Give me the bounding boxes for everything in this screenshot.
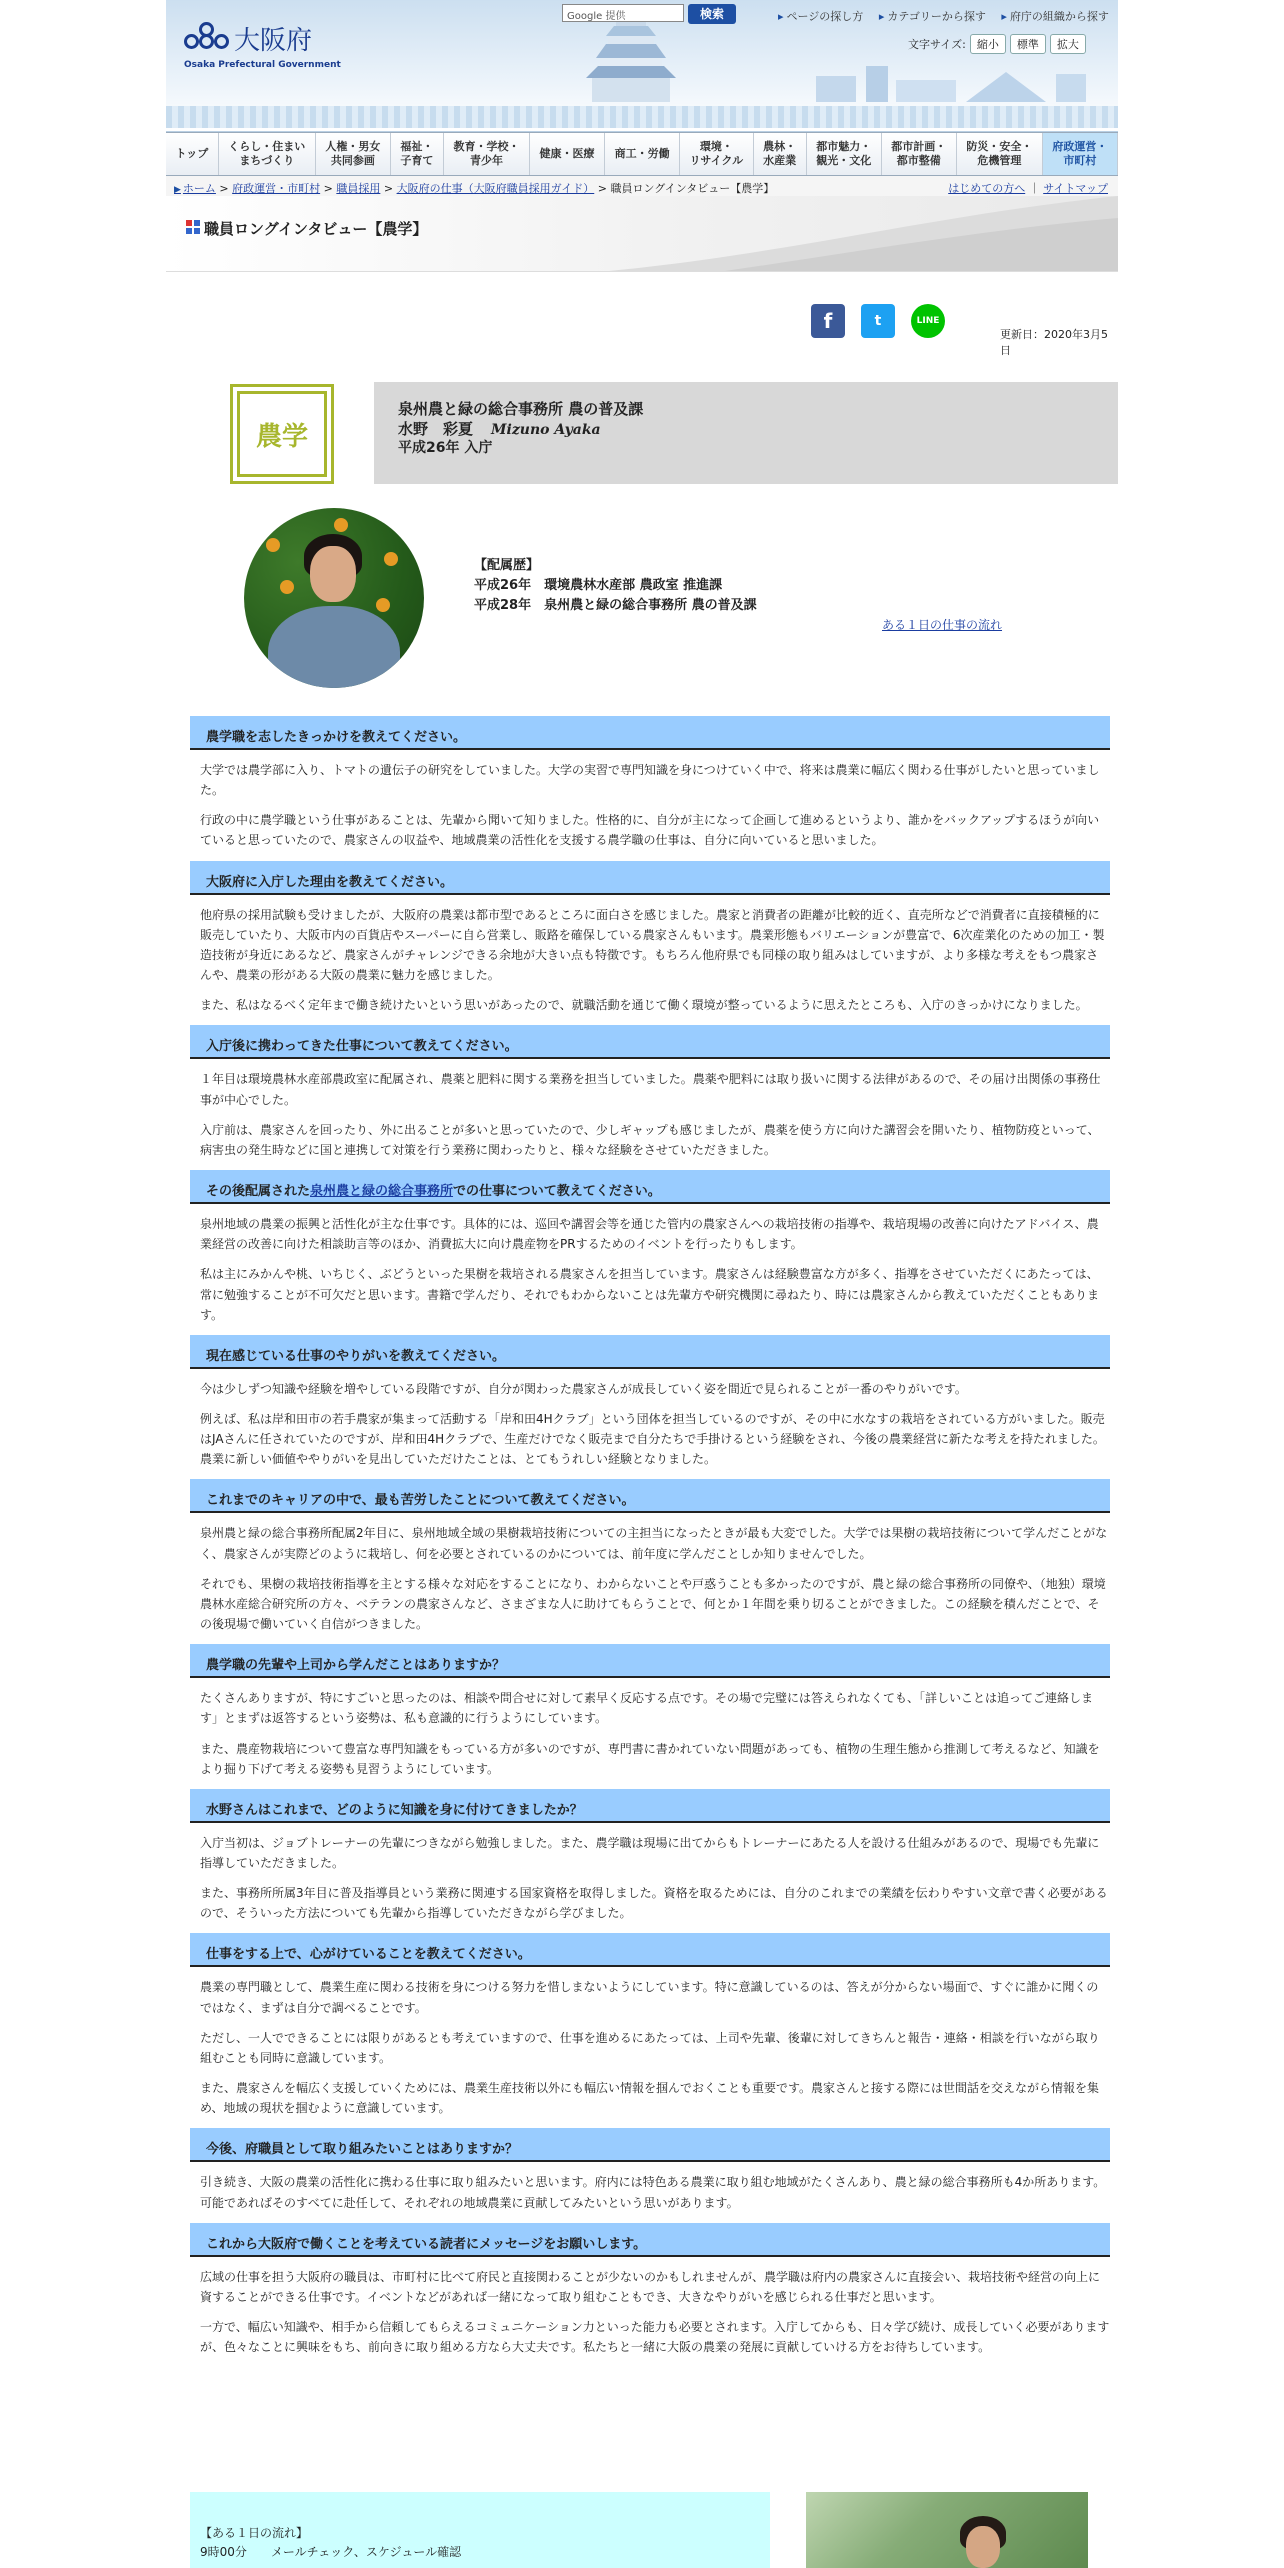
schedule-title: 【ある１日の流れ】 [200, 2526, 309, 2540]
site-name: 大阪府 [234, 26, 313, 56]
nav-item-human-rights[interactable]: 人権・男女 共同参画 [316, 133, 391, 175]
question-heading: 入庁後に携わってきた仕事について教えてください。 [190, 1025, 1110, 1059]
profile-dept: 泉州農と緑の総合事務所 農の普及課 [398, 400, 644, 418]
prefecture-emblem-icon [184, 22, 234, 56]
link-page-guide[interactable]: ▸ ページの探し方 [778, 10, 863, 23]
profile-box [374, 382, 1118, 484]
page-title-bar [166, 196, 1118, 272]
answer-text: 入庁当初は、ジョブトレーナーの先輩につきながら勉強しました。また、農学職は現場に出てからもトレーナーにあたる人を設ける仕組みがあるので、現場でも先輩に指導していただきました。 また、事務所所属3年目に普及指導員という業務に関連する国家資格を取得しました。資格を取るためには、自分のこれまでの業績を伝わりやすい文章で書く必要があるので、そういった方法についても先輩から指導していただきながら学びました。 [200, 1835, 1108, 1921]
title-swoosh-decoration [598, 196, 1118, 272]
question-heading: 現在感じている仕事のやりがいを教えてください。 [190, 1335, 1110, 1369]
nav-item-tourism[interactable]: 都市魅力・ 観光・文化 [807, 133, 882, 175]
nav-item-disaster[interactable]: 防災・安全・ 危機管理 [957, 133, 1043, 175]
nav-item-environment[interactable]: 環境・ リサイクル [680, 133, 754, 175]
question-heading: 水野さんはこれまで、どのように知識を身に付けてきましたか？ [190, 1789, 1110, 1823]
breadcrumb-home[interactable]: ▶ ホーム [174, 182, 216, 195]
schedule-item: 9時00分 メールチェック、スケジュール確認 [200, 2544, 462, 2559]
first-time-link[interactable]: はじめての方へ [948, 182, 1026, 195]
global-nav [166, 132, 1118, 176]
breadcrumb-current: 職員ロングインタビュー【農学】 [610, 182, 775, 195]
site-name-en: Osaka Prefectural Government [184, 60, 341, 70]
search-button[interactable]: 検索 [688, 4, 736, 24]
interview-qa [190, 708, 1110, 2367]
profile-name: 水野 彩夏 [398, 419, 474, 438]
search-form [562, 4, 762, 24]
title-squares-icon [186, 220, 200, 234]
font-size-control [908, 34, 1086, 54]
font-size-normal-button[interactable]: 標準 [1010, 34, 1046, 54]
nav-item-education[interactable]: 教育・学校・ 青少年 [444, 133, 530, 175]
twitter-share-icon[interactable]: t [861, 304, 895, 338]
social-share [811, 304, 945, 338]
font-size-large-button[interactable]: 拡大 [1050, 34, 1086, 54]
breadcrumb-administration[interactable]: 府政運営・市町村 [232, 182, 321, 195]
breadcrumb-recruitment[interactable]: 職員採用 [336, 182, 381, 195]
page-title: 職員ロングインタビュー【農学】 [204, 220, 428, 238]
nav-item-administration[interactable]: 府政運営・ 市町村 [1043, 133, 1118, 175]
question-heading: これから大阪府で働くことを考えている読者にメッセージをお願いします。 [190, 2223, 1110, 2257]
staff-photo [244, 508, 424, 688]
nav-item-health[interactable]: 健康・医療 [530, 133, 605, 175]
greenhouse-photo [806, 2492, 1088, 2568]
answer-text: 泉州農と緑の総合事務所配属2年目に、泉州地域全域の果樹栽培技術についての主担当になったときが最も大変でした。大学では果樹の栽培技術について学んだことがなく、農家さんが実際どのように栽培し、何を必要とされているのかについては、前年度に学んだことしか知りませんでした。 それでも、果樹の栽培技術指導を主とする様々な対応をすることになり、わからないことや戸惑うことも多かったのですが、農と緑の総合事務所の同僚や、（地独）環境農林水産総合研究所の方々、ベテランの農家さんなど、さまざまな人に助けてもらうことで、何とか１年間を乗り切ることができました。この経験を積んだことで、その後現場で働いていく自信がつきました。 [200, 1526, 1108, 1632]
answer-text: 他府県の採用試験も受けましたが、大阪府の農業は都市型であるところに面白さを感じました。農家と消費者の距離が比較的近く、直売所などで消費者に直接積極的に販売していたり、大阪市内の百貨店やスーパーに自ら営業し、販路を確保している農家さんもいます。農業形態もバリエーションが豊富で、6次産業化のための加工・製造技術が身近にあるなど、農家さんがチャレンジできる余地が大きい点も特徴です。もちろん他府県でも同様の取り組みはしていますが、より多様な考えをもつ農家さんや、農業の形がある大阪の農業に魅力を感じました。 また、私はなるべく定年まで働き続けたいという思いがあったので、就職活動を通じて働く環境が整っているように思えたところも、入庁のきっかけになりました。 [200, 907, 1105, 1013]
answer-text: 引き続き、大阪の農業の活性化に携わる仕事に取り組みたいと思います。府内には特色ある農業に取り組む地域がたくさんあり、農と緑の総合事務所も4か所あります。可能であればそのすべてに赴任して、それぞれの地域農業に貢献してみたいという思いがあります。 [200, 2175, 1106, 2210]
site-header [166, 0, 1118, 132]
header-links [778, 8, 1121, 24]
nav-item-living[interactable]: くらし・住まい まちづくり [219, 133, 316, 175]
answer-text: １年目は環境農林水産部農政室に配属され、農薬と肥料に関する業務を担当していました。農薬や肥料には取り扱いに関する法律があるので、その届け出関係の事務仕事が中心でした。 入庁前は、農家さんを回ったり、外に出ることが多いと思っていたので、少しギャップも感じましたが、農薬を使う方に向けた講習会を開いたり、植物防疫といって、病害虫の発生時などに国と連携して対策を行う業務に関わったりと、様々な経験をさせていただきました。 [200, 1072, 1101, 1157]
profile-joined: 平成26年 入庁 [398, 440, 493, 456]
font-size-label: 文字サイズ: [908, 38, 966, 51]
question-heading: これまでのキャリアの中で、最も苦労したことについて教えてください。 [190, 1479, 1110, 1513]
nav-item-welfare[interactable]: 福祉・ 子育て [391, 133, 444, 175]
search-input[interactable]: Google 提供 [562, 4, 684, 22]
answer-text: 広域の仕事を担う大阪府の職員は、市町村に比べて府民と直接関わることが少ないのかもしれませんが、農学職は府内の農家さんに直接会い、栽培技術や経営の向上に資することができる仕事です。イベントなどがあれば一緒になって取り組むこともでき、大きなやりがいを感じられる仕事だと思います。 一方で、幅広い知識や、相手から信頼してもらえるコミュニケーション力といった能力も必要とされます。入庁してからも、日々学び続け、成長していく必要がありますが、色々なことに興味をもち、前向きに取り組める方なら大丈夫です。私たちと一緒に大阪の農業の発展に貢献していける方をお待ちしています。 [200, 2269, 1110, 2355]
category-badge: 農学 [230, 384, 334, 484]
link-organization[interactable]: ▸ 府庁の組織から探す [1001, 10, 1109, 23]
breadcrumb-recruitment-guide[interactable]: 大阪府の仕事（大阪府職員採用ガイド） [396, 182, 595, 195]
breadcrumb: ▶ ホーム > 府政運営・市町村 > 職員採用 > 大阪府の仕事（大阪府職員採用ガイド） > 職員ロングインタビュー【農学】 はじめての方へ ｜ サイトマップ [166, 176, 1118, 196]
question-heading: 今後、府職員として取り組みたいことはありますか？ [190, 2128, 1110, 2162]
nav-item-commerce[interactable]: 商工・労働 [605, 133, 680, 175]
city-skyline-illustration [806, 62, 1116, 102]
answer-text: 大学では農学部に入り、トマトの遺伝子の研究をしていました。大学の実習で専門知識を身につけていく中で、将来は農業に幅広く関わる仕事がしたいと思っていました。 行政の中に農学職という仕事があることは、先輩から聞いて知りました。性格的に、自分が主になって企画して進めるというより、誰かをバックアップするほうが向いていると思っていたので、農家さんの収益や、地域農業の活性化を支援する農学職の仕事は、自分に向いていると思いました。 [200, 763, 1100, 848]
updated-date: 更新日：2020年3月5日 [1000, 328, 1108, 357]
sitemap-link[interactable]: サイトマップ [1043, 182, 1108, 195]
question-heading: 農学職の先輩や上司から学んだことはありますか？ [190, 1644, 1110, 1678]
answer-text: 泉州地域の農業の振興と活性化が主な仕事です。具体的には、巡回や講習会等を通じた管内の農家さんへの栽培技術の指導や、栽培現場の改善に向けたアドバイス、農業経営の改善に向けた相談助言等のほか、消費拡大に向け農産物をPRするためのイベントを行ったりもします。 私は主にみかんや桃、いちじく、ぶどうといった果樹を栽培される農家さんを担当しています。農家さんは経験豊富な方が多く、指導をさせていただくにあたっては、常に勉強することが不可欠だと思います。書籍で学んだり、それでもわからないことは先輩方や研究機関に尋ねたり、時には農家さんから教えていただくこともあります。 [200, 1217, 1100, 1322]
site-logo[interactable] [184, 18, 341, 74]
font-size-small-button[interactable]: 縮小 [970, 34, 1006, 54]
profile-name-en: Mizuno Ayaka [491, 421, 601, 438]
career-history: 【配属歴】 平成26年 環境農林水産部 農政室 推進課 平成28年 泉州農と緑の総合事務所 農の普及課 [474, 558, 757, 614]
question-heading: その後配属された泉州農と緑の総合事務所での仕事について教えてください。 [190, 1170, 1110, 1204]
answer-text: たくさんありますが、特にすごいと思ったのは、相談や問合せに対して素早く反応する点です。その場で完璧には答えられなくても、「詳しいことは追ってご連絡します」とまずは返答するという姿勢は、私も意識的に行うようにしています。 また、農産物栽培について豊富な専門知識をもっている方が多いのですが、専門書に書かれていない問題があっても、植物の生理生態から推測して考えるなど、知識をより掘り下げて考える姿勢も見習うようにしています。 [200, 1691, 1100, 1776]
office-link[interactable]: 泉州農と緑の総合事務所 [310, 1184, 454, 1200]
question-heading: 農学職を志したきっかけを教えてください。 [190, 716, 1110, 750]
answer-text: 今は少しずつ知識や経験を増やしている段階ですが、自分が関わった農家さんが成長していく姿を間近で見られることが一番のやりがいです。 例えば、私は岸和田市の若手農家が集まって活動する「岸和田4Hクラブ」という団体を担当しているのですが、その中に水なすの栽培をされている方がいました。販売はJAさんに任されていたのですが、岸和田4Hクラブで、生産だけでなく販売まで自分たちで手掛けるという経験をされ、今後の農業経営に新たな考えを持たれました。農業に新しい価値ややりがいを見出していただけたことは、とてもうれしい経験となりました。 [200, 1381, 1105, 1467]
daily-flow-link[interactable]: ある１日の仕事の流れ [882, 618, 1003, 632]
facebook-share-icon[interactable]: f [811, 304, 845, 338]
link-category[interactable]: ▸ カテゴリーから探す [879, 10, 986, 23]
header-decorative-strip [166, 106, 1118, 128]
nav-item-agriculture[interactable]: 農林・ 水産業 [754, 133, 807, 175]
daily-schedule-box [190, 2492, 770, 2568]
question-heading: 大阪府に入庁した理由を教えてください。 [190, 861, 1110, 895]
nav-item-urban-planning[interactable]: 都市計画・ 都市整備 [882, 133, 957, 175]
question-heading: 仕事をする上で、心がけていることを教えてください。 [190, 1933, 1110, 1967]
line-share-icon[interactable]: LINE [911, 304, 945, 338]
nav-item-top[interactable]: トップ [166, 133, 219, 175]
answer-text: 農業の専門職として、農業生産に関わる技術を身につける努力を惜しまないようにしています。特に意識しているのは、答えが分からない場面で、すぐに誰かに聞くのではなく、まずは自分で調べることです。 ただし、一人でできることには限りがあるとも考えていますので、仕事を進めるにあたっては、上司や先輩、後輩に対してきちんと報告・連絡・相談を行いながら取り組むことも同時に意識しています。 また、農家さんを幅広く支援していくためには、農業生産技術以外にも幅広い情報を掴んでおくことも重要です。農家さんと接する際には世間話を交えながら情報を集め、地域の現状を掴むように意識しています。 [200, 1980, 1100, 2116]
